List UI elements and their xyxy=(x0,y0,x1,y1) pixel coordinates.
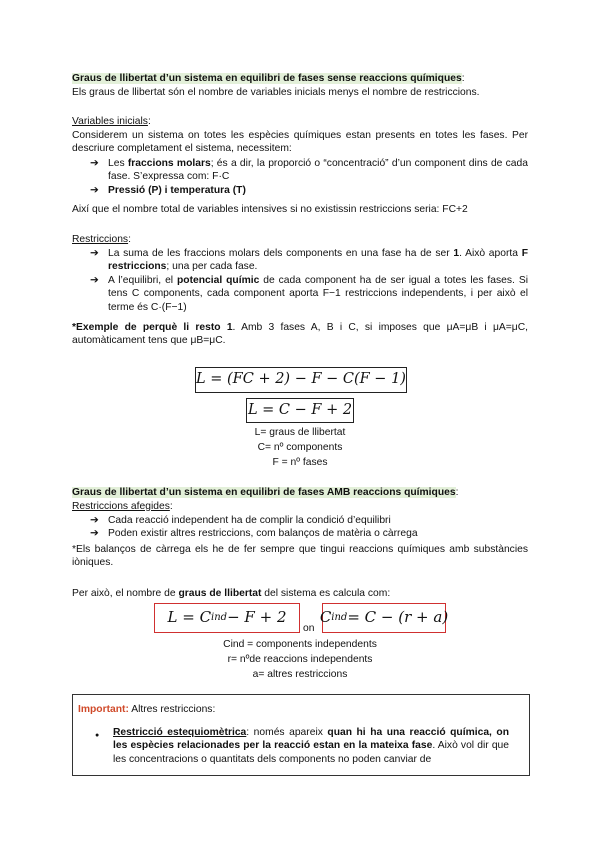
section2-title-block xyxy=(72,486,528,499)
fraccions-molars-term: fraccions molars xyxy=(127,158,211,169)
section2-title: Graus de llibertat d’un sistema en equilibri de fases AMB reaccions químiques xyxy=(72,487,456,498)
variables-heading: Variables inicials xyxy=(72,116,148,127)
arrow-icon: ➔ xyxy=(90,274,99,286)
arrow-icon: ➔ xyxy=(90,515,99,526)
restrictions-note: *Exemple de perquè li resto 1. Amb 3 fases A, B i C, si imposes que μA=μB i μA=μC, automàticament tens que μB=μC. xyxy=(72,322,528,347)
important-label: Important: xyxy=(78,704,129,715)
important-box xyxy=(72,694,530,776)
important-item-stoichiometric: Restricció estequiomètrica: només apareix quan hi ha una reacció química, on les espècies relacionades per la reacció estan en la mateixa fase. Això vol dir que les concentracions o quantitats dels components no poden canviar de xyxy=(113,727,510,765)
restrictions-heading: Restriccions xyxy=(72,234,129,245)
section1-title-colon: : xyxy=(461,73,465,84)
graus-llibertat-term: graus de llibertat xyxy=(178,588,262,599)
section2-title-colon: : xyxy=(455,487,459,498)
formula-intro: Per això, el nombre de graus de llibertat del sistema es calcula com: xyxy=(72,588,391,599)
section2-heading: Restriccions afegides xyxy=(72,501,170,512)
variables-paragraph: Considerem un sistema on totes les espècies químiques estan presents en totes les fases. Per descriure completament el sistema, necessitem: xyxy=(72,130,528,155)
formula-on-word: on xyxy=(303,623,315,634)
legend-F: F = nº fases xyxy=(272,457,328,468)
legend-cind: Cind = components independents xyxy=(223,639,377,650)
restrictions-heading-line: Restriccions: xyxy=(72,234,131,245)
equation-general: L = (FC + 2) − F − C(F − 1) xyxy=(195,367,407,393)
section1-title-block xyxy=(72,72,528,85)
section1-title: Graus de llibertat d’un sistema en equilibri de fases sense reaccions químiques xyxy=(72,73,462,84)
f-restriccions-term: F restriccions xyxy=(108,248,528,273)
variables-item-fractions: ➔ Les fraccions molars; és a dir, la proporció o “concentració” d’un component dins de cada fase. S’expressa com: F·C xyxy=(90,158,528,183)
section2-note: *Els balanços de càrrega els he de fer sempre que tingui reaccions químiques amb substàncies iòniques. xyxy=(72,544,528,569)
bullet-icon: ● xyxy=(95,732,100,739)
variables-item-pressure: ➔ Pressió (P) i temperatura (T) xyxy=(90,184,246,196)
variables-summary: Així que el nombre total de variables intensives si no existissin restriccions seria: FC+2 xyxy=(72,204,468,215)
legend-L: L= graus de llibertat xyxy=(254,427,346,438)
section2-item-balances: ➔ Poden existir altres restriccions, com balanços de matèria o càrrega xyxy=(90,528,418,540)
variables-heading-line: Variables inicials: xyxy=(72,116,151,127)
restrictions-list xyxy=(72,247,528,314)
arrow-icon: ➔ xyxy=(90,528,99,540)
potencial-quimic-term: potencial químic xyxy=(177,274,260,286)
restrictions-item-potential: ➔ A l’equilibri, el potencial químic de cada component ha de ser igual a totes les fases. Si tens C components, cada component aporta F−1 restriccions independents, i per això el terme és C·(F−1) xyxy=(90,274,528,313)
legend-C: C= nº components xyxy=(257,442,343,453)
section2-item-equilibrium: ➔ Cada reacció independent ha de complir la condició d’equilibri xyxy=(90,515,391,526)
arrow-icon: ➔ xyxy=(90,158,99,169)
legend-a: a= altres restriccions xyxy=(252,669,348,680)
section2-heading-line: Restriccions afegides: xyxy=(72,501,173,512)
restrictions-item-sum: ➔ La suma de les fraccions molars dels components en una fase ha de ser 1. Això aporta F restriccions; una per cada fase. xyxy=(90,248,528,273)
section2-list xyxy=(72,514,528,541)
important-heading: Important: Altres restriccions: xyxy=(78,704,216,715)
variables-list xyxy=(72,157,528,197)
equation-cind: C ind = C − (r + a) xyxy=(322,603,446,633)
equation-with-reactions: L = C ind − F + 2 xyxy=(154,603,300,633)
arrow-icon: ➔ xyxy=(90,184,99,196)
legend-r: r= nºde reaccions independents xyxy=(227,654,373,665)
section1-intro: Els graus de llibertat són el nombre de variables inicials menys el nombre de restriccions. xyxy=(72,87,480,98)
restriccio-estequiometrica-term: Restricció estequiomètrica xyxy=(113,727,247,738)
arrow-icon: ➔ xyxy=(90,248,99,259)
equation-simplified: L = C − F + 2 xyxy=(246,398,354,423)
